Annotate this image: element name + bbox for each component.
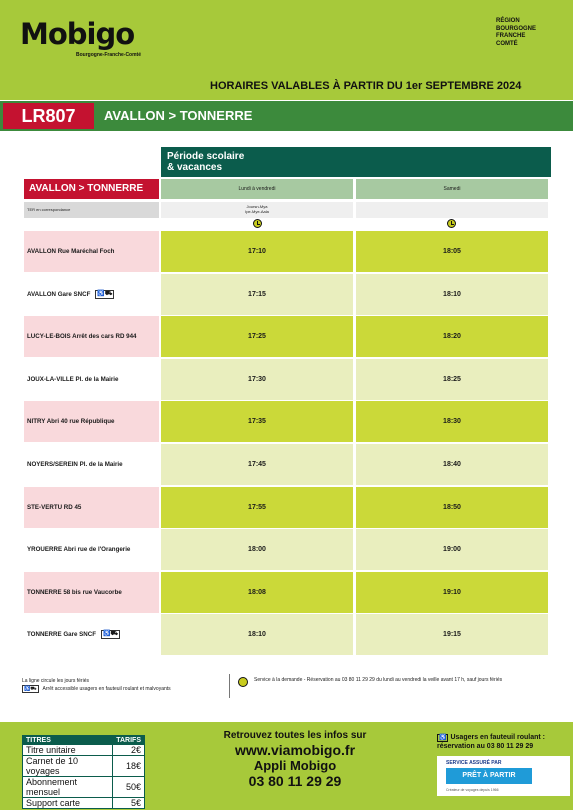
holidays-note: La ligne circule les jours fériés [22, 678, 89, 684]
saturday-column-header: Samedi [356, 179, 548, 199]
stop-name [24, 231, 159, 272]
stop-name [24, 487, 159, 528]
stop-name [24, 572, 159, 613]
time-weekday: 18:10 [161, 614, 353, 655]
direction-header: AVALLON > TONNERRE [24, 179, 159, 199]
time-weekday: 17:25 [161, 316, 353, 357]
wheelchair-icon: ♿ [439, 735, 447, 741]
stop-label: LUCY-LE-BOIS Arrêt des cars RD 944 [27, 333, 137, 340]
line-code: LR807 [3, 103, 94, 129]
line-route: AVALLON > TONNERRE [104, 108, 253, 123]
info-block [215, 730, 375, 789]
notes-divider [229, 674, 230, 698]
time-weekday: 17:30 [161, 359, 353, 400]
stop-label: YROUERRE Abri rue de l'Orangerie [27, 546, 131, 553]
stop-label: JOUX-LA-VILLE Pl. de la Mairie [27, 376, 119, 383]
stop-label: TONNERRE Gare SNCF [27, 631, 96, 638]
region-logo: RÉGION BOURGOGNE FRANCHE COMTÉ [496, 18, 537, 47]
time-weekday: 17:55 [161, 487, 353, 528]
stop-label: AVALLON Gare SNCF [27, 291, 91, 298]
correspondence-label: TER en correspondance [24, 202, 159, 218]
price-row: Abonnement mensuel 50€ [23, 777, 145, 798]
stop-name [24, 401, 159, 442]
on-demand-note: Service à la demande - Réservation au 03 80 11 29 29 du lundi au vendredi la veille avant 17 h, sauf jours fériés [254, 677, 503, 683]
weekday-column-header: Lundi à vendredi [161, 179, 353, 199]
app-name: Appli Mobigo [253, 758, 337, 773]
operator-subtitle: Créateur de voyages depuis 1966 [446, 788, 499, 792]
info-text: Retrouvez toutes les infos sur [223, 730, 367, 741]
pmr-info: ♿ Usagers en fauteuil roulant : réservation au 03 80 11 29 29 [437, 734, 546, 750]
correspondence-saturday [356, 202, 548, 218]
time-weekday: 17:15 [161, 274, 353, 315]
time-saturday: 19:00 [356, 529, 548, 570]
price-header-tariffs: TARIFS [113, 736, 145, 745]
website-link[interactable]: www.viamobigo.fr [234, 742, 356, 758]
accessible-note: Arrêt accessible usagers en fauteuil roulant et malvoyants [42, 686, 171, 692]
stop-name [24, 529, 159, 570]
time-weekday: 18:00 [161, 529, 353, 570]
time-weekday: 17:35 [161, 401, 353, 442]
stop-name [24, 274, 159, 315]
stop-name [24, 444, 159, 485]
service-label: SERVICE ASSURÉ PAR [446, 760, 502, 766]
correspondence-weekday: Joursn-Mya Ipe-Mye-Aala [161, 202, 353, 218]
wheelchair-icon: ♿⛟ [97, 291, 113, 297]
time-saturday: 18:30 [356, 401, 548, 442]
stop-label: STE-VERTU RD 45 [27, 504, 82, 511]
period-header: Période scolaire & vacances [161, 147, 551, 177]
price-table [22, 735, 145, 809]
stop-label: NITRY Abri 40 rue République [27, 418, 115, 425]
wheelchair-icon: ♿⛟ [24, 686, 37, 692]
notes-left [22, 677, 171, 693]
validity-date: HORAIRES VALABLES À PARTIR DU 1er SEPTEMBRE 2024 [210, 80, 522, 92]
time-saturday: 18:40 [356, 444, 548, 485]
time-saturday: 18:20 [356, 316, 548, 357]
price-row: Carnet de 10 voyages 18€ [23, 756, 145, 777]
stop-name [24, 316, 159, 357]
phone-number[interactable]: 03 80 11 29 29 [248, 773, 342, 789]
wheelchair-icon: ♿⛟ [103, 631, 119, 637]
time-saturday: 18:50 [356, 487, 548, 528]
time-saturday: 18:10 [356, 274, 548, 315]
time-saturday: 18:25 [356, 359, 548, 400]
price-row: Titre unitaire 2€ [23, 745, 145, 756]
stop-label: TONNERRE 58 bis rue Vaucorbe [27, 589, 122, 596]
stop-label: NOYERS/SEREIN Pl. de la Mairie [27, 461, 123, 468]
time-weekday: 18:08 [161, 572, 353, 613]
clock-icon [253, 219, 262, 228]
operator-logo: PRÊT À PARTIR [446, 768, 532, 784]
time-weekday: 17:10 [161, 231, 353, 272]
time-saturday: 19:15 [356, 614, 548, 655]
price-header-titles: TITRES [23, 736, 113, 745]
mobigo-logo: Mobigo [20, 17, 135, 51]
stop-name [24, 614, 159, 655]
stop-name [24, 359, 159, 400]
time-saturday: 19:10 [356, 572, 548, 613]
clock-icon [447, 219, 456, 228]
time-weekday: 17:45 [161, 444, 353, 485]
time-saturday: 18:05 [356, 231, 548, 272]
stop-label: AVALLON Rue Maréchal Foch [27, 248, 115, 255]
price-row: Support carte 5€ [23, 798, 145, 809]
logo-subtitle: Bourgogne-Franche-Comté [76, 52, 141, 58]
